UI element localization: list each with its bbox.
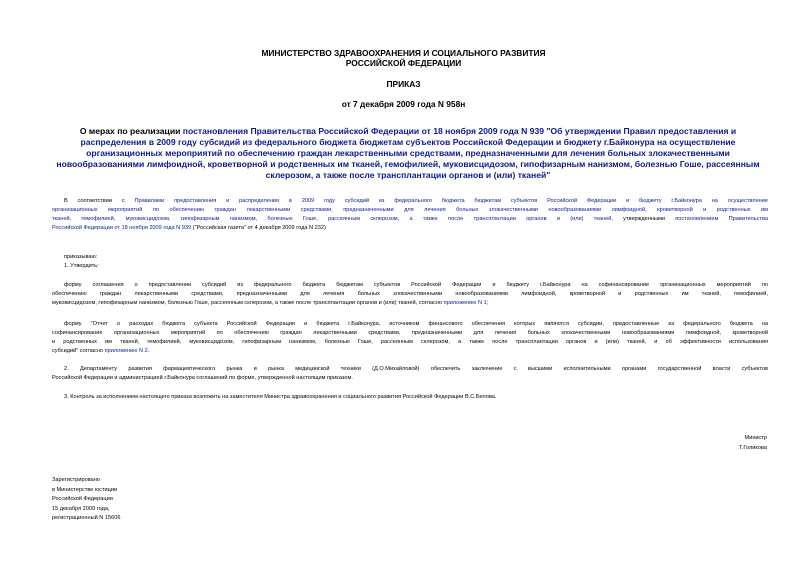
form-1-line-1: форму соглашения о предоставлении субсидий из федерального бюджета бюджетам субъектов Российской Федерации и бюджету г.Байконура на софинансирование организационных мероприятий по <box>64 282 768 288</box>
form-2-line-3: и родственных им тканей, гемофилией, муковисцидозом, гипофизарным нанизмом, болезнью Гоше, рассеянным склерозом, а также после трансплантации органов и (или) тканей, и об эффективности использования <box>52 339 768 346</box>
title-line-4[interactable]: новообразованиями лимфоидной, кроветворной и родственных им тканей, гемофилией, муковисцидозом, гипофизарным нанизмом, болезнью Гоше, рассеянным <box>56 159 760 169</box>
preamble <box>52 197 768 233</box>
rules-link-cont-2[interactable]: тканей, гемофилией, муковисцидозом, гипофизарным нанизмом, болезнью Гоше, рассеянным склерозом, а также после трансплантации органов и (или) тканей <box>52 216 612 223</box>
document-type: ПРИКАЗ <box>386 79 421 89</box>
registration-block <box>52 476 120 524</box>
appendix-1-link[interactable]: приложению N 1 <box>443 300 487 307</box>
registration-line-1: Зарегистрировано <box>52 477 100 483</box>
preamble-line-2 <box>52 206 768 215</box>
registration-line-2: в Министерстве юстиции <box>52 486 118 493</box>
registration-line-4: 15 декабря 2009 года, <box>52 505 110 512</box>
resolution-link-cont[interactable]: Российской Федерации от 18 ноября 2009 года N 939 <box>52 225 192 232</box>
item-2-line-1: 2. Департаменту развития фармацевтического рынка и рынка медицинской техники (Д.О.Михайловой) обеспечить заключение с высшими исполнительными органами государственной власти субъектов <box>64 366 768 372</box>
ministry-line-1: МИНИСТЕРСТВО ЗДРАВООХРАНЕНИЯ И СОЦИАЛЬНОГО РАЗВИТИЯ <box>261 48 546 58</box>
signature-block <box>739 434 767 453</box>
form-1-line-2: обеспечению граждан лекарственными средствами, предназначенными для лечения больных злокачественными новообразованиями лимфоидной, кроветворной и родственных им тканей, гемофилией, <box>52 291 768 298</box>
title-lead: О мерах по реализации <box>79 126 183 136</box>
registration-line-5: регистрационный N 15606 <box>52 515 121 521</box>
title-resolution-link[interactable]: постановления Правительства Российской Федерации от 18 ноября 2009 года N 939 "Об утверждении Правил предоставления и <box>182 126 737 136</box>
title-line-5[interactable]: склерозом, а также после трансплантации органов и (или) тканей" <box>265 170 551 180</box>
appendix-2-link[interactable]: приложению N 2 <box>104 348 148 355</box>
form-2-paragraph <box>52 320 768 356</box>
title-line-3[interactable]: организационных мероприятий по обеспечению граждан лекарственными средствами, предназначенными для лечения больных злокачественными <box>86 148 730 158</box>
preamble-line-4 <box>52 224 768 233</box>
form-1-line-3-text: муковисцидозом, гипофизарным нанизмом, болезнью Гоше, рассеянным склерозом, а также после трансплантации органов и (или) тканей, согласно <box>52 300 444 307</box>
form-2-line-1: форму "Отчет о расходах бюджета субъекта Российской Федерации и бюджета г.Байконура, источником финансового обеспечения которых являются субсидии, предоставленные из федерального бюджета на <box>64 321 768 327</box>
title-line-2[interactable]: распределения в 2009 году субсидий из федерального бюджета бюджетам субъектов Российской Федерации и бюджету г.Байконура на осуществление <box>80 137 736 147</box>
rules-link[interactable]: Правилами предоставления и распределения в 2009 году субсидий из федерального бюджета бюджетам субъектов Российской Федерации и бюджету г.Байконура на осуществление <box>134 198 768 204</box>
rules-link-cont-1[interactable]: организационных мероприятий по обеспечению граждан лекарственными средствами, предназначенными для лечения больных злокачественными новообразованиями лимфоидной, кроветворной и родственных им <box>52 207 768 214</box>
item-1 <box>52 262 768 271</box>
item-2 <box>52 365 768 383</box>
order-word-text: приказываю: <box>64 254 98 260</box>
signature-position: Министр <box>744 435 767 441</box>
preamble-approved: , утвержденными <box>611 216 676 223</box>
form-1-line-3 <box>52 299 768 308</box>
preamble-intro: В соответствии с <box>64 198 135 204</box>
ministry-header <box>0 48 807 68</box>
ministry-line-2: РОССИЙСКОЙ ФЕДЕРАЦИИ <box>345 58 462 68</box>
form-2-line-4 <box>52 347 768 356</box>
item-3-text: 3. Контроль за исполнением настоящего приказа возложить на заместителя Министра здравоохранения и социального развития Российской Федерации В.С.Белова. <box>64 394 497 400</box>
item-1-text: 1. Утвердить: <box>64 263 99 269</box>
registration-line-3: Российской Федерации <box>52 496 113 502</box>
signature-name: Т.Голикова <box>738 444 767 451</box>
resolution-link[interactable]: постановлением Правительства <box>675 216 768 223</box>
preamble-gazette: ("Российская газета" от 4 декабря 2009 года N 232) <box>191 225 326 232</box>
order-word <box>52 253 768 262</box>
form-2-line-2: софинансирование организационных мероприятий по обеспечению граждан лекарственными средствами, предназначенными для лечения больных злокачественными новообразованиями лимфоидной, кроветворной <box>52 330 768 337</box>
item-2-line-2: Российской Федерации и администрацией г.Байконура соглашений по форме, утвержденной настоящим приказом. <box>52 375 353 382</box>
item-3 <box>52 393 768 402</box>
form-1-tail: ; <box>486 300 489 307</box>
form-1-paragraph <box>52 281 768 308</box>
preamble-line-1 <box>52 197 768 206</box>
document-date: от 7 декабря 2009 года N 958н <box>341 99 466 109</box>
form-2-tail: . <box>147 348 150 355</box>
document-title <box>48 126 768 181</box>
form-2-line-4-text: субсидий" согласно <box>52 348 105 355</box>
preamble-line-3 <box>52 215 768 224</box>
